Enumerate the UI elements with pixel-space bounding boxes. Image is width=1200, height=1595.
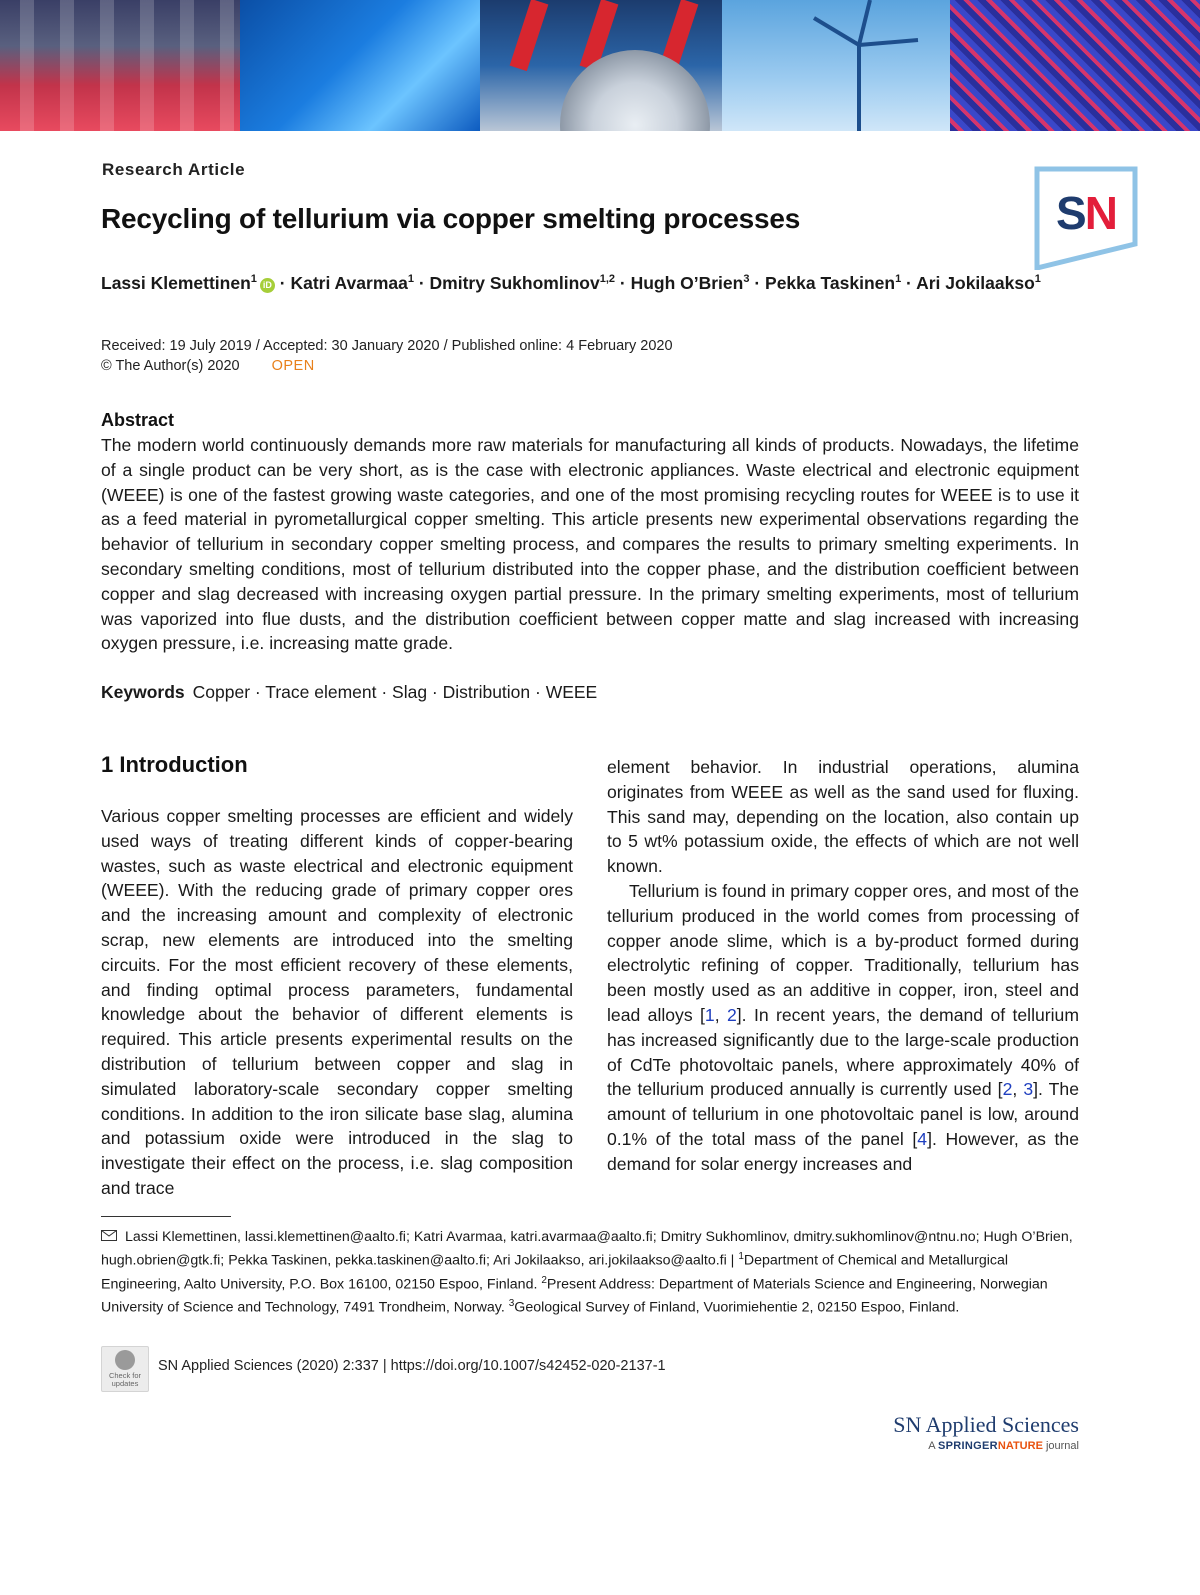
banner-image-molecular-pattern: [950, 0, 1200, 131]
author-affiliation: 3: [743, 273, 750, 286]
author-affiliation: 1: [1034, 273, 1041, 286]
affiliation-2: Present Address: Department of Materials Science and Engineering, Norwegian University of Science and Technology, 7491 Trondheim, Norway.: [101, 1276, 1048, 1317]
envelope-icon: [101, 1230, 117, 1241]
keywords: [101, 682, 597, 703]
banner-image-lab: [0, 0, 240, 131]
paragraph: Tellurium is found in primary copper ores, and most of the tellurium produced in the world comes from processing of copper anode slime, which is a by-product formed during electrolytic refining of copper. Traditionally, tellurium has been mostly used as an additive in copper, iron, steel and lead alloys [1, 2]. In recent years, the demand of tellurium has increased significantly due to the large-scale production of CdTe photovoltaic panels, where approximately 40% of the tellurium produced annually is currently used [2, 3]. The amount of tellurium in one photovoltaic panel is low, around 0.1% of the total mass of the panel [4]. However, as the demand for solar energy increases and: [607, 880, 1079, 1174]
check-updates-icon: [115, 1350, 135, 1370]
keywords-list: Copper · Trace element · Slag · Distribution · WEEE: [192, 682, 598, 702]
copyright: © The Author(s) 2020: [101, 358, 240, 374]
section-heading-introduction: 1 Introduction: [101, 752, 248, 777]
citation-link[interactable]: 4: [917, 1128, 928, 1149]
citation-link[interactable]: 2: [727, 1004, 737, 1025]
publisher-line: A SPRINGERNATURE journal: [928, 1440, 1079, 1452]
paragraph: element behavior. In industrial operations, alumina originates from WEEE as well as the sand used for fluxing. This sand may, depending on the location, also contain up to 5 wt% potassium oxide, the effects of which are not well known.: [607, 757, 1079, 877]
author-affiliation: 1: [250, 273, 257, 286]
author-contacts: Lassi Klemettinen, lassi.klemettinen@aalto.fi; Katri Avarmaa, katri.avarmaa@aalto.fi; Dmitry Sukhomlinov, dmitry.sukhomlinov@ntnu.no; Hugh O’Brien, hugh.obrien@gtk.fi; Pekka Taskinen, pekka.taskinen@aalto.fi; Ari Jokilaakso, ari.jokilaakso@aalto.fi |: [101, 1229, 1073, 1269]
author-name[interactable]: Pekka Taskinen: [765, 273, 896, 293]
author-name[interactable]: Lassi Klemettinen: [101, 273, 251, 293]
author-affiliation: 1: [407, 273, 414, 286]
publication-dates: [101, 336, 673, 376]
affiliation-1: Department of Chemical and Metallurgical Engineering, Aalto University, P.O. Box 16100, 02150 Espoo, Finland.: [101, 1252, 1009, 1293]
author-name[interactable]: Dmitry Sukhomlinov: [429, 273, 600, 293]
citation-link[interactable]: 3: [1023, 1079, 1034, 1100]
paper-title: Recycling of tellurium via copper smelting processes: [101, 203, 801, 234]
footnote-divider: [101, 1216, 231, 1217]
intro-column-left: Various copper smelting processes are efficient and widely used ways of treating different kinds of copper-bearing wastes, such as waste electrical and electronic equipment (WEEE). With the reducing grade of primary copper ores and the increasing amount and complexity of electronic scrap, new elements are introduced into the smelting circuits. For the most efficient recovery of these elements, and finding optimal process parameters, fundamental knowledge about the behavior of different elements is required. This article presents experimental results on the distribution of tellurium between copper and slag in simulated laboratory-scale secondary copper smelting conditions. In addition to the iron silicate base slag, alumina and potassium oxide were introduced in the slag to investigate their effect on the process, i.e. slag composition and trace: [101, 806, 573, 1198]
abstract-text: The modern world continuously demands more raw materials for manufacturing all kinds of products. Nowadays, the lifetime of a single product can be very short, as is the case with electronic appliances. Waste electrical and electronic equipment (WEEE) is one of the fastest growing waste categories, and one of the most promising recycling routes for WEEE is to use it as a feed material in pyrometallurgical copper smelting. This article presents new experimental observations regarding the behavior of tellurium in secondary copper smelting process, and compares the results to primary smelting experiments. In secondary smelting conditions, most of tellurium distributed into the copper phase, and the distribution coefficient between copper and slag decreased with increasing oxygen partial pressure. In the primary smelting experiments, most of tellurium was vaporized into flue dusts, and the distribution coefficient between copper matte and slag increased with increasing oxygen pressure, i.e. increasing matte grade.: [101, 435, 1079, 654]
journal-branding: [860, 1412, 1079, 1452]
correspondence-footnote: Lassi Klemettinen, lassi.klemettinen@aalto.fi; Katri Avarmaa, katri.avarmaa@aalto.fi; Dmitry Sukhomlinov, dmitry.sukhomlinov@ntnu.no; Hugh O’Brien, hugh.obrien@gtk.fi; Pekka Taskinen, pekka.taskinen@aalto.fi; Ari Jokilaakso, ari.jokilaakso@aalto.fi | $^1$Department of Chemical and Metallurgical Engineering, Aalto University, P.O. Box 16100, 02150 Espoo, Finland. $^2$Present Address: Department of Materials Science and Engineering, Norwegian University of Science and Technology, 7491 Trondheim, Norway. $^3$Geological Survey of Finland, Vuorimiehentie 2, 02150 Espoo, Finland.: [101, 1229, 1073, 1317]
author-affiliation: 1: [895, 273, 902, 286]
intro-column-right: [607, 755, 1079, 1177]
sn-logo: [1034, 166, 1138, 270]
keywords-label: Keywords: [101, 682, 185, 702]
svg-text:SN: SN: [1056, 187, 1116, 239]
author-affiliation: 1,2: [599, 273, 615, 286]
open-access-badge[interactable]: OPEN: [271, 358, 315, 374]
article-type: Research Article: [102, 160, 246, 179]
abstract-heading: Abstract: [101, 410, 175, 430]
banner-image-blue-abstract: [240, 0, 480, 131]
banner-image-wind-turbine: [722, 0, 950, 131]
citation-line[interactable]: SN Applied Sciences (2020) 2:337 | https://doi.org/10.1007/s42452-020-2137-1: [158, 1358, 666, 1374]
journal-name: SN Applied Sciences: [893, 1412, 1079, 1437]
history-dates: Received: 19 July 2019 / Accepted: 30 January 2020 / Published online: 4 February 2020: [101, 338, 673, 354]
check-for-updates-badge[interactable]: Check for updates: [101, 1346, 149, 1392]
citation-link[interactable]: 1: [704, 1004, 715, 1025]
author-name[interactable]: Katri Avarmaa: [290, 273, 408, 293]
author-name[interactable]: Hugh O’Brien: [630, 273, 744, 293]
orcid-icon[interactable]: iD: [260, 278, 275, 293]
author-name[interactable]: Ari Jokilaakso: [916, 273, 1035, 293]
banner-image-machinery: [480, 0, 722, 131]
citation-link[interactable]: 2: [1002, 1079, 1013, 1100]
header-banner: [0, 0, 1200, 131]
author-list: Lassi Klemettinen$^1$ iD · Katri Avarmaa$^1$ · Dmitry Sukhomlinov$^{1,2}$ · Hugh O’Brien$^3$ · Pekka Taskinen$^1$ · Ari Jokilaakso$^1$: [101, 273, 1041, 293]
affiliation-3: Geological Survey of Finland, Vuorimiehentie 2, 02150 Espoo, Finland.: [514, 1300, 960, 1317]
